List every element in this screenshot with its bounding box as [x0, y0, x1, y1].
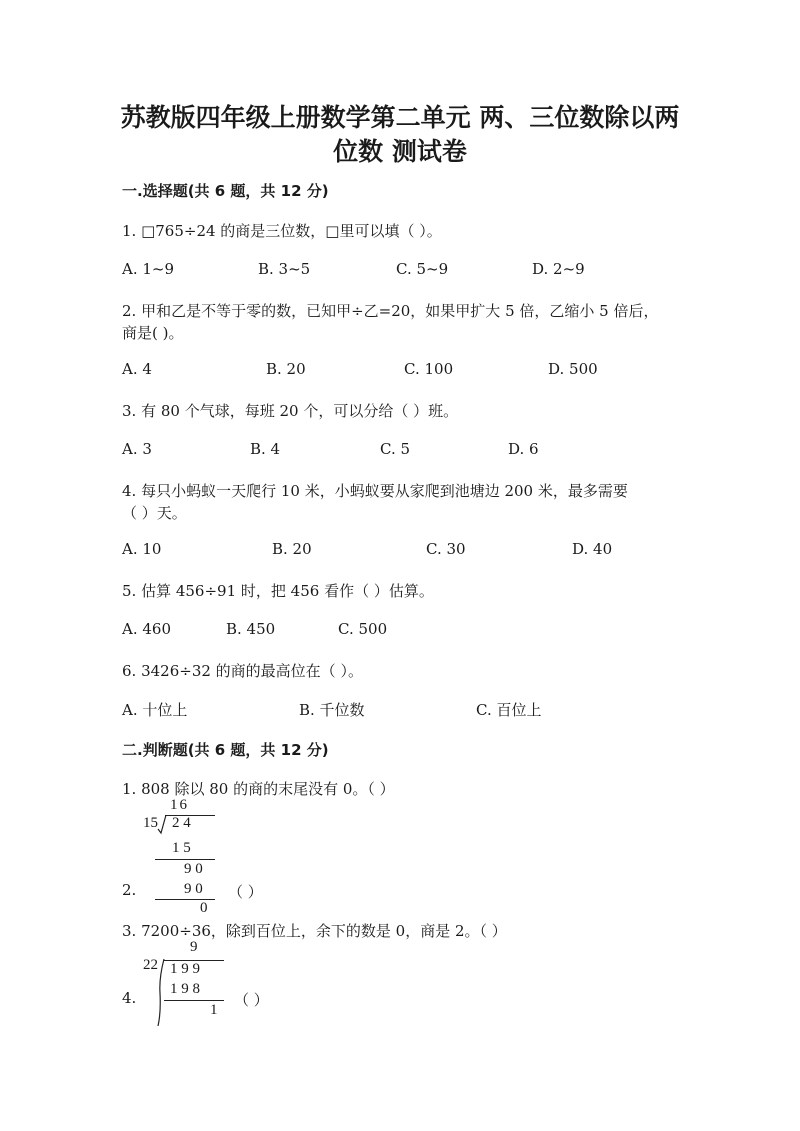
judge-q4-number: 4.: [122, 989, 137, 1007]
judge-q1-text: 1. 808 除以 80 的商的末尾没有 0。（ ）: [122, 780, 395, 798]
division4-bracket-icon: [156, 958, 166, 1028]
division4-line: [164, 1000, 224, 1001]
division-line1: [155, 859, 215, 860]
judge-q2-paren: （ ）: [228, 883, 263, 901]
page-title-line1: 苏教版四年级上册数学第二单元 两、三位数除以两: [120, 103, 680, 132]
division-remainder2: 0: [200, 900, 208, 916]
division-quotient: 16: [170, 797, 189, 813]
q2-option-c: C. 100: [404, 360, 454, 378]
q3-text: 3. 有 80 个气球，每班 20 个，可以分给（ ）班。: [122, 402, 459, 420]
q1-option-c: C. 5~9: [396, 260, 449, 278]
q3-option-b: B. 4: [250, 440, 281, 458]
q6-option-b: B. 千位数: [299, 701, 365, 719]
division-bracket-icon: [157, 813, 167, 835]
section1-heading: 一.选择题(共 6 题，共 12 分): [122, 182, 329, 200]
q6-option-c: C. 百位上: [476, 701, 542, 719]
q4-option-d: D. 40: [572, 540, 613, 558]
division-step1: 1 5: [172, 840, 191, 856]
q5-text: 5. 估算 456÷91 时，把 456 看作（ ）估算。: [122, 582, 434, 600]
q4-option-b: B. 20: [272, 540, 312, 558]
q2-option-d: D. 500: [548, 360, 598, 378]
q1-option-d: D. 2~9: [532, 260, 585, 278]
division4-remainder: 1: [210, 1002, 218, 1018]
page-title-line2: 位数 测试卷: [333, 137, 467, 166]
judge-q2-number: 2.: [122, 881, 137, 899]
division-dividend: 2 4: [172, 815, 191, 831]
q4-text-line1: 4. 每只小蚂蚁一天爬行 10 米，小蚂蚁要从家爬到池塘边 200 米，最多需要: [122, 482, 628, 500]
q5-option-c: C. 500: [338, 620, 388, 638]
q5-option-b: B. 450: [226, 620, 276, 638]
q2-text-line2: 商是( )。: [122, 324, 184, 342]
judge-q4-paren: （ ）: [234, 991, 269, 1009]
q1-option-b: B. 3~5: [258, 260, 311, 278]
q4-text-line2: （ ）天。: [122, 504, 187, 522]
q1-option-a: A. 1~9: [122, 260, 175, 278]
q1-text: 1. □765÷24 的商是三位数，□里可以填（ ）。: [122, 222, 442, 240]
division4-divisor: 22: [143, 957, 158, 973]
division4-step: 1 9 8: [170, 981, 200, 997]
q3-option-c: C. 5: [380, 440, 411, 458]
division4-dividend: 1 9 9: [170, 961, 200, 977]
q6-text: 6. 3426÷32 的商的最高位在（ ）。: [122, 662, 363, 680]
section2-heading: 二.判断题(共 6 题，共 12 分): [122, 741, 329, 759]
q3-option-a: A. 3: [122, 440, 152, 458]
q5-option-a: A. 460: [122, 620, 171, 638]
q2-option-a: A. 4: [122, 360, 152, 378]
judge-q3-text: 3. 7200÷36，除到百位上，余下的数是 0，商是 2。（ ）: [122, 922, 507, 940]
q4-option-c: C. 30: [426, 540, 466, 558]
q6-option-a: A. 十位上: [122, 701, 188, 719]
division-divisor: 15: [143, 815, 158, 831]
q4-option-a: A. 10: [122, 540, 162, 558]
q3-option-d: D. 6: [508, 440, 539, 458]
division-remainder1: 9 0: [184, 861, 203, 877]
q2-text-line1: 2. 甲和乙是不等于零的数，已知甲÷乙=20，如果甲扩大 5 倍，乙缩小 5 倍后，: [122, 302, 659, 320]
division4-quotient: 9: [190, 939, 198, 955]
q2-option-b: B. 20: [266, 360, 306, 378]
division-step2: 9 0: [184, 881, 203, 897]
